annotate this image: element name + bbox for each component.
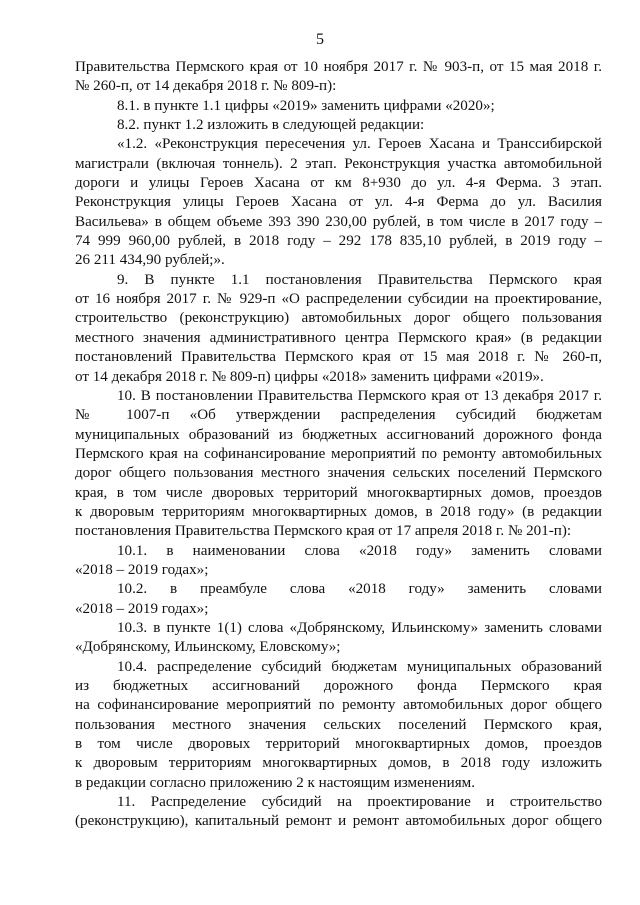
text-line: 74 999 960,00 рублей, в 2018 году – 292 178 835,10 рублей, в 2019 году – xyxy=(75,233,602,250)
text-line: 11. Распределение субсидий на проектирование и строительство xyxy=(117,794,602,811)
text-line: 10.2. в преамбуле слова «2018 году» заменить словами xyxy=(117,581,602,598)
text-line: 10. В постановлении Правительства Пермского края от 13 декабря 2017 г. xyxy=(117,387,602,404)
text-line: 8.2. пункт 1.2 изложить в следующей редакции: xyxy=(117,117,425,134)
text-line: постановлений Правительства Пермского края от 15 мая 2018 г. № 260-п, xyxy=(75,349,602,366)
text-line: магистрали (включая тоннель). 2 этап. Реконструкция участка автомобильной xyxy=(75,155,602,172)
text-line: от 16 ноября 2017 г. № 929-п «О распределении субсидии на проектирование, xyxy=(75,291,602,308)
text-line: Васильева» в общем объеме 393 390 230,00 рублей, в том числе в 2017 году – xyxy=(75,213,602,230)
text-line: от 14 декабря 2018 г. № 809-п) цифры «2018» заменить цифрами «2019». xyxy=(75,368,544,385)
text-line: 10.4. распределение субсидий бюджетам муниципальных образований xyxy=(117,658,602,675)
text-line: № 260-п, от 14 декабря 2018 г. № 809-п): xyxy=(75,78,337,95)
text-line: 10.1. в наименовании слова «2018 году» заменить словами xyxy=(117,542,602,559)
page-number: 5 xyxy=(316,31,324,48)
text-line: в редакции согласно приложению 2 к настоящим изменениям. xyxy=(75,774,476,791)
text-line: 26 211 434,90 рублей;». xyxy=(75,252,225,269)
text-line: Правительства Пермского края от 10 ноября 2017 г. № 903-п, от 15 мая 2018 г. xyxy=(75,59,602,75)
text-line: № 1007-п «Об утверждении распределения субсидий бюджетам xyxy=(75,407,602,424)
text-line: строительство (реконструкцию) автомобильных дорог общего пользования xyxy=(75,310,602,327)
text-line: на софинансирование мероприятий по ремонту автомобильных дорог общего xyxy=(75,697,602,714)
text-line: «1.2. «Реконструкция пересечения ул. Героев Хасана и Транссибирской xyxy=(117,136,602,153)
text-line: муниципальных образований из бюджетных ассигнований дорожного фонда xyxy=(75,426,602,443)
text-line: к дворовым территориям многоквартирных домов, в 2018 году» (в редакции xyxy=(75,503,602,520)
text-line: «2018 – 2019 годах»; xyxy=(75,600,209,617)
text-line: к дворовым территориям многоквартирных домов, в 2018 году изложить xyxy=(75,755,602,772)
text-line: в том числе дворовых территорий многоквартирных домов, проездов xyxy=(75,736,602,753)
text-line: (реконструкцию), капитальный ремонт и ремонт автомобильных дорог общего xyxy=(75,813,602,830)
text-line: 8.1. в пункте 1.1 цифры «2019» заменить цифрами «2020»; xyxy=(117,97,495,114)
text-line: Пермского края на софинансирование мероприятий по ремонту автомобильных xyxy=(75,445,602,462)
text-line: местного значения административного центра Пермского края» (в редакции xyxy=(75,329,602,346)
text-line: «2018 – 2019 годах»; xyxy=(75,561,209,578)
text-line: дороги и улицы Героев Хасана от км 8+930 до ул. 4-я Ферма. 3 этап. xyxy=(75,175,602,192)
text-line: Реконструкция улицы Героев Хасана от ул. 4-я Ферма до ул. Василия xyxy=(75,194,602,211)
text-line: постановления Правительства Пермского края от 17 апреля 2018 г. № 201-п): xyxy=(75,523,572,540)
text-line: края, в том числе дворовых территорий многоквартирных домов, проездов xyxy=(75,484,602,501)
document-body xyxy=(75,58,602,832)
text-line: из бюджетных ассигнований дорожного фонда Пермского края xyxy=(75,678,602,694)
text-line: «Добрянскому, Ильинскому, Еловскому»; xyxy=(75,639,341,656)
text-line: дорог общего пользования местного значения сельских поселений Пермского xyxy=(75,465,602,482)
text-line: 9. В пункте 1.1 постановления Правительства Пермского края xyxy=(117,271,602,288)
text-line: 10.3. в пункте 1(1) слова «Добрянскому, Ильинскому» заменить словами xyxy=(117,619,602,636)
text-line: пользования местного значения сельских поселений Пермского края, xyxy=(75,716,602,733)
